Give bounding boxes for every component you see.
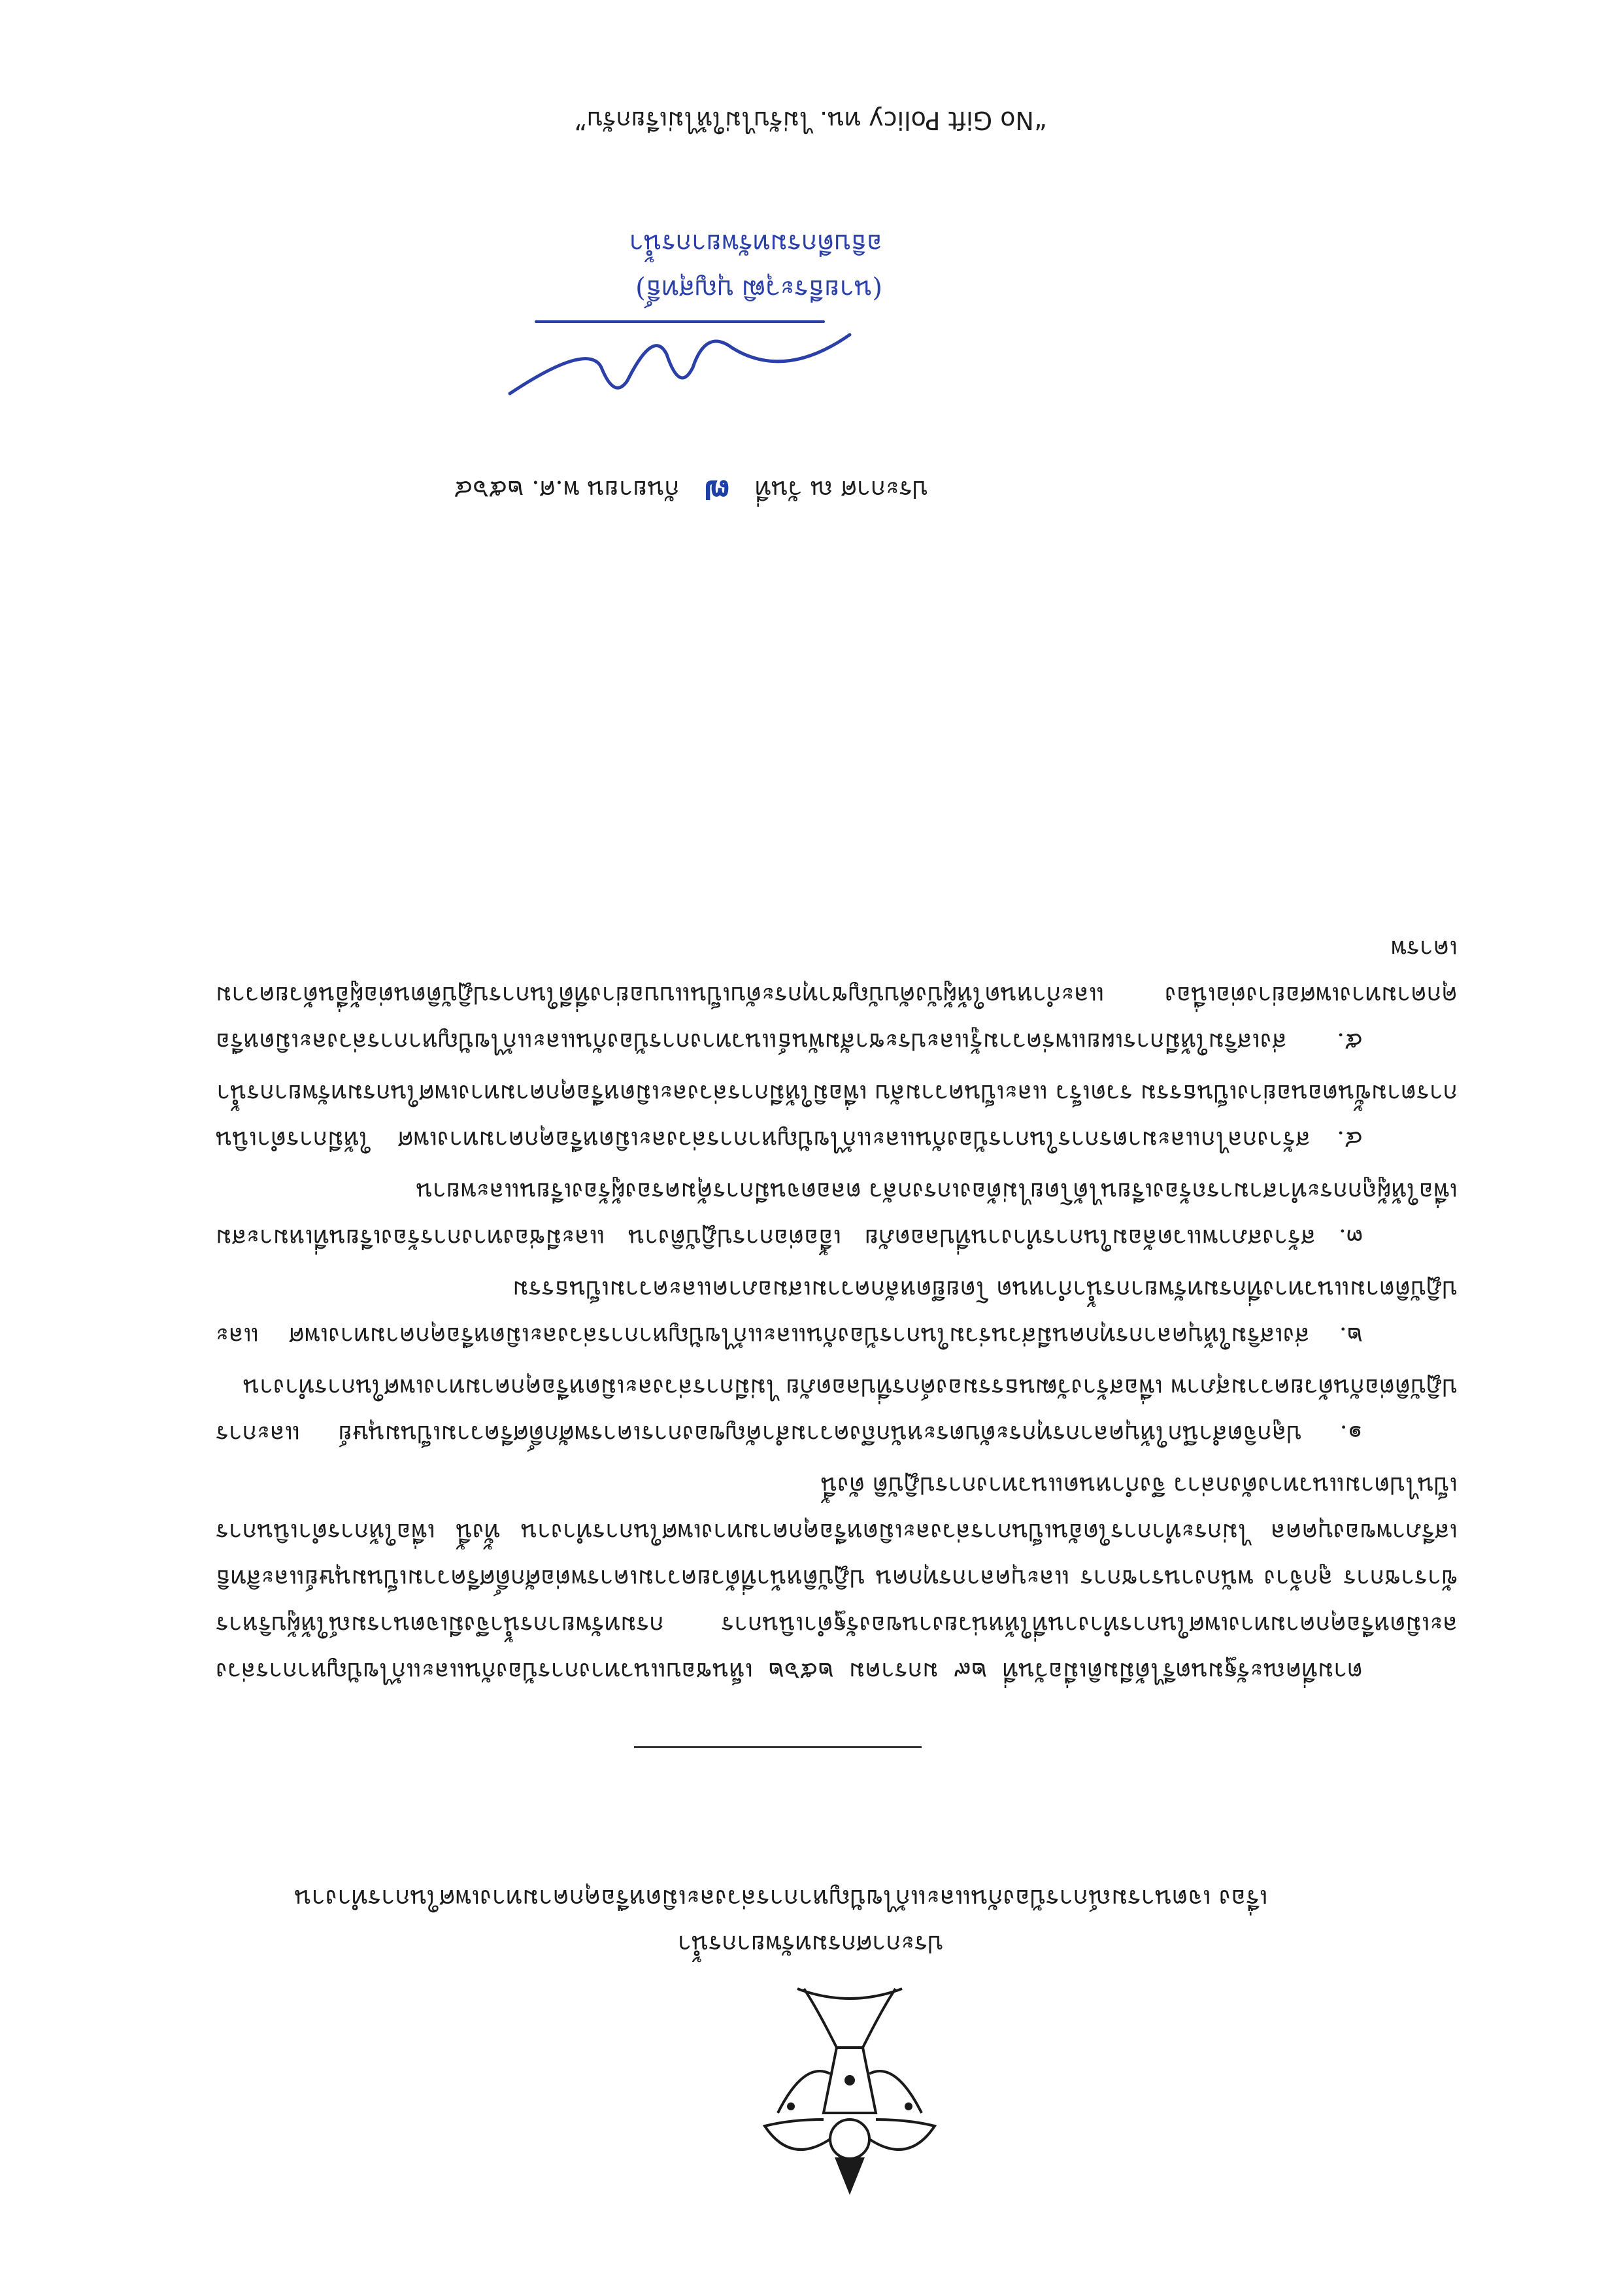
date-day: ๗ [704, 473, 730, 513]
guideline-item-2: ๒. ส่งเสริมให้บุคลากรทุกคนมีส่วนร่วมในการป้องกันและแก้ไขปัญหาการล่วงละเมิดหรือคุกคามทางเพศ และปฏิบัติตามแนวทางที่กรมทรัพยากรน้ำกำหนด โดยยึดหลักความเสมอภาคและความเป็นธรรม [216, 1275, 1458, 1350]
announcement-date [454, 467, 929, 518]
handwritten-signature [497, 309, 863, 407]
guideline-item-4: ๔. สร้างกลไกและมาตรการในการป้องกันและแก้ไขปัญหาการล่วงละเมิดหรือคุกคามทางเพศ ให้มีการดำเนินการตามขั้นตอนอย่างเป็นธรรม รวดเร็ว และเป็นความลับ เพื่อมิให้มีการล่วงละเมิดหรือคุกคามทางเพศในกรมทรัพยากรน้ำ [216, 1079, 1458, 1154]
garuda-emblem-icon [752, 1969, 948, 2204]
signer-position: อธิบดีกรมทรัพยากรน้ำ [629, 228, 882, 258]
date-month-year: กันยายน พ.ศ. ๒๕๖๔ [454, 475, 680, 504]
signer-name: (นายธีระวุฒิ บุญสุทธิ์) [635, 274, 882, 304]
title-divider [634, 1746, 922, 1748]
guideline-item-1: ๑. ปลูกจิตสำนึกให้บุคลากรทุกระดับตระหนักถึงความสำคัญของการเคารพศักดิ์ศรีความเป็นมนุษย์ และการปฏิบัติต่อกันด้วยความสุภาพ เพื่อสร้างวัฒนธรรมองค์กรที่ปลอดภัย ไม่มีการล่วงละเมิดหรือคุกคามทางเพศในการทำงาน [216, 1374, 1458, 1448]
footer-motto: “No Gift Policy ทน. ไม่รับไม่ให้ไม่เรียกรับ” [574, 106, 1047, 135]
document-title: ประกาศกรมทรัพยากรน้ำ [677, 1930, 944, 1959]
guideline-item-5: ๕. ส่งเสริมให้มีการเผยแพร่ความรู้และประชาสัมพันธ์แนวทางการป้องกันและแก้ไขปัญหาการล่วงละเมิดหรือคุกคามทางเพศอย่างต่อเนื่อง และกำหนดให้ผู้บังคับบัญชาทุกระดับเป็นแบบอย่างที่ดีในการปฏิบัติตนต่อผู้อื่นด้วยความเคารพ [216, 935, 1458, 1056]
date-prefix: ประกาศ ณ วันที่ [754, 475, 928, 504]
guideline-item-3: ๓. สร้างสภาพแวดล้อมในการทำงานที่ปลอดภัย เอื้อต่อการปฏิบัติงาน และมีช่องทางการร้องเรียนที่เหมาะสม เพื่อให้ผู้ถูกกระทำสามารถร้องเรียนได้โดยไม่ต้องเกรงกลัว ตลอดจนมีการคุ้มครองผู้ร้องเรียนและพยาน [216, 1177, 1458, 1252]
intro-paragraph: ตามที่คณะรัฐมนตรีได้มีมติเมื่อวันที่ ๒๙ มกราคม ๒๕๖๒ เห็นชอบแนวทางการป้องกันและแก้ไขปัญหาการล่วงละเมิดหรือคุกคามทางเพศในการทำงานที่ให้หน่วยงานของรัฐดำเนินการ กรมทรัพยากรน้ำจึงมีเจตนารมณ์ให้ผู้บริหาร ข้าราชการ ลูกจ้าง พนักงานราชการ และบุคลากรทุกคน ปฏิบัติหน้าที่ด้วยความเคารพต่อศักดิ์ศรีความเป็นมนุษย์และสิทธิเสรีภาพของบุคคล ไม่กระทำการใดอันเป็นการล่วงละเมิดหรือคุกคามทางเพศในการทำงาน ทั้งนี้ เพื่อให้การดำเนินการเป็นไปตามแนวทางดังกล่าว จึงกำหนดแนวทางการปฏิบัติ ดังนี้ [216, 1472, 1458, 1685]
document-body [216, 920, 1458, 1695]
document-subject: เรื่อง เจตนารมณ์การป้องกันและแก้ไขปัญหาการล่วงละเมิดหรือคุกคามทางเพศในการทำงาน [294, 1884, 1268, 1913]
